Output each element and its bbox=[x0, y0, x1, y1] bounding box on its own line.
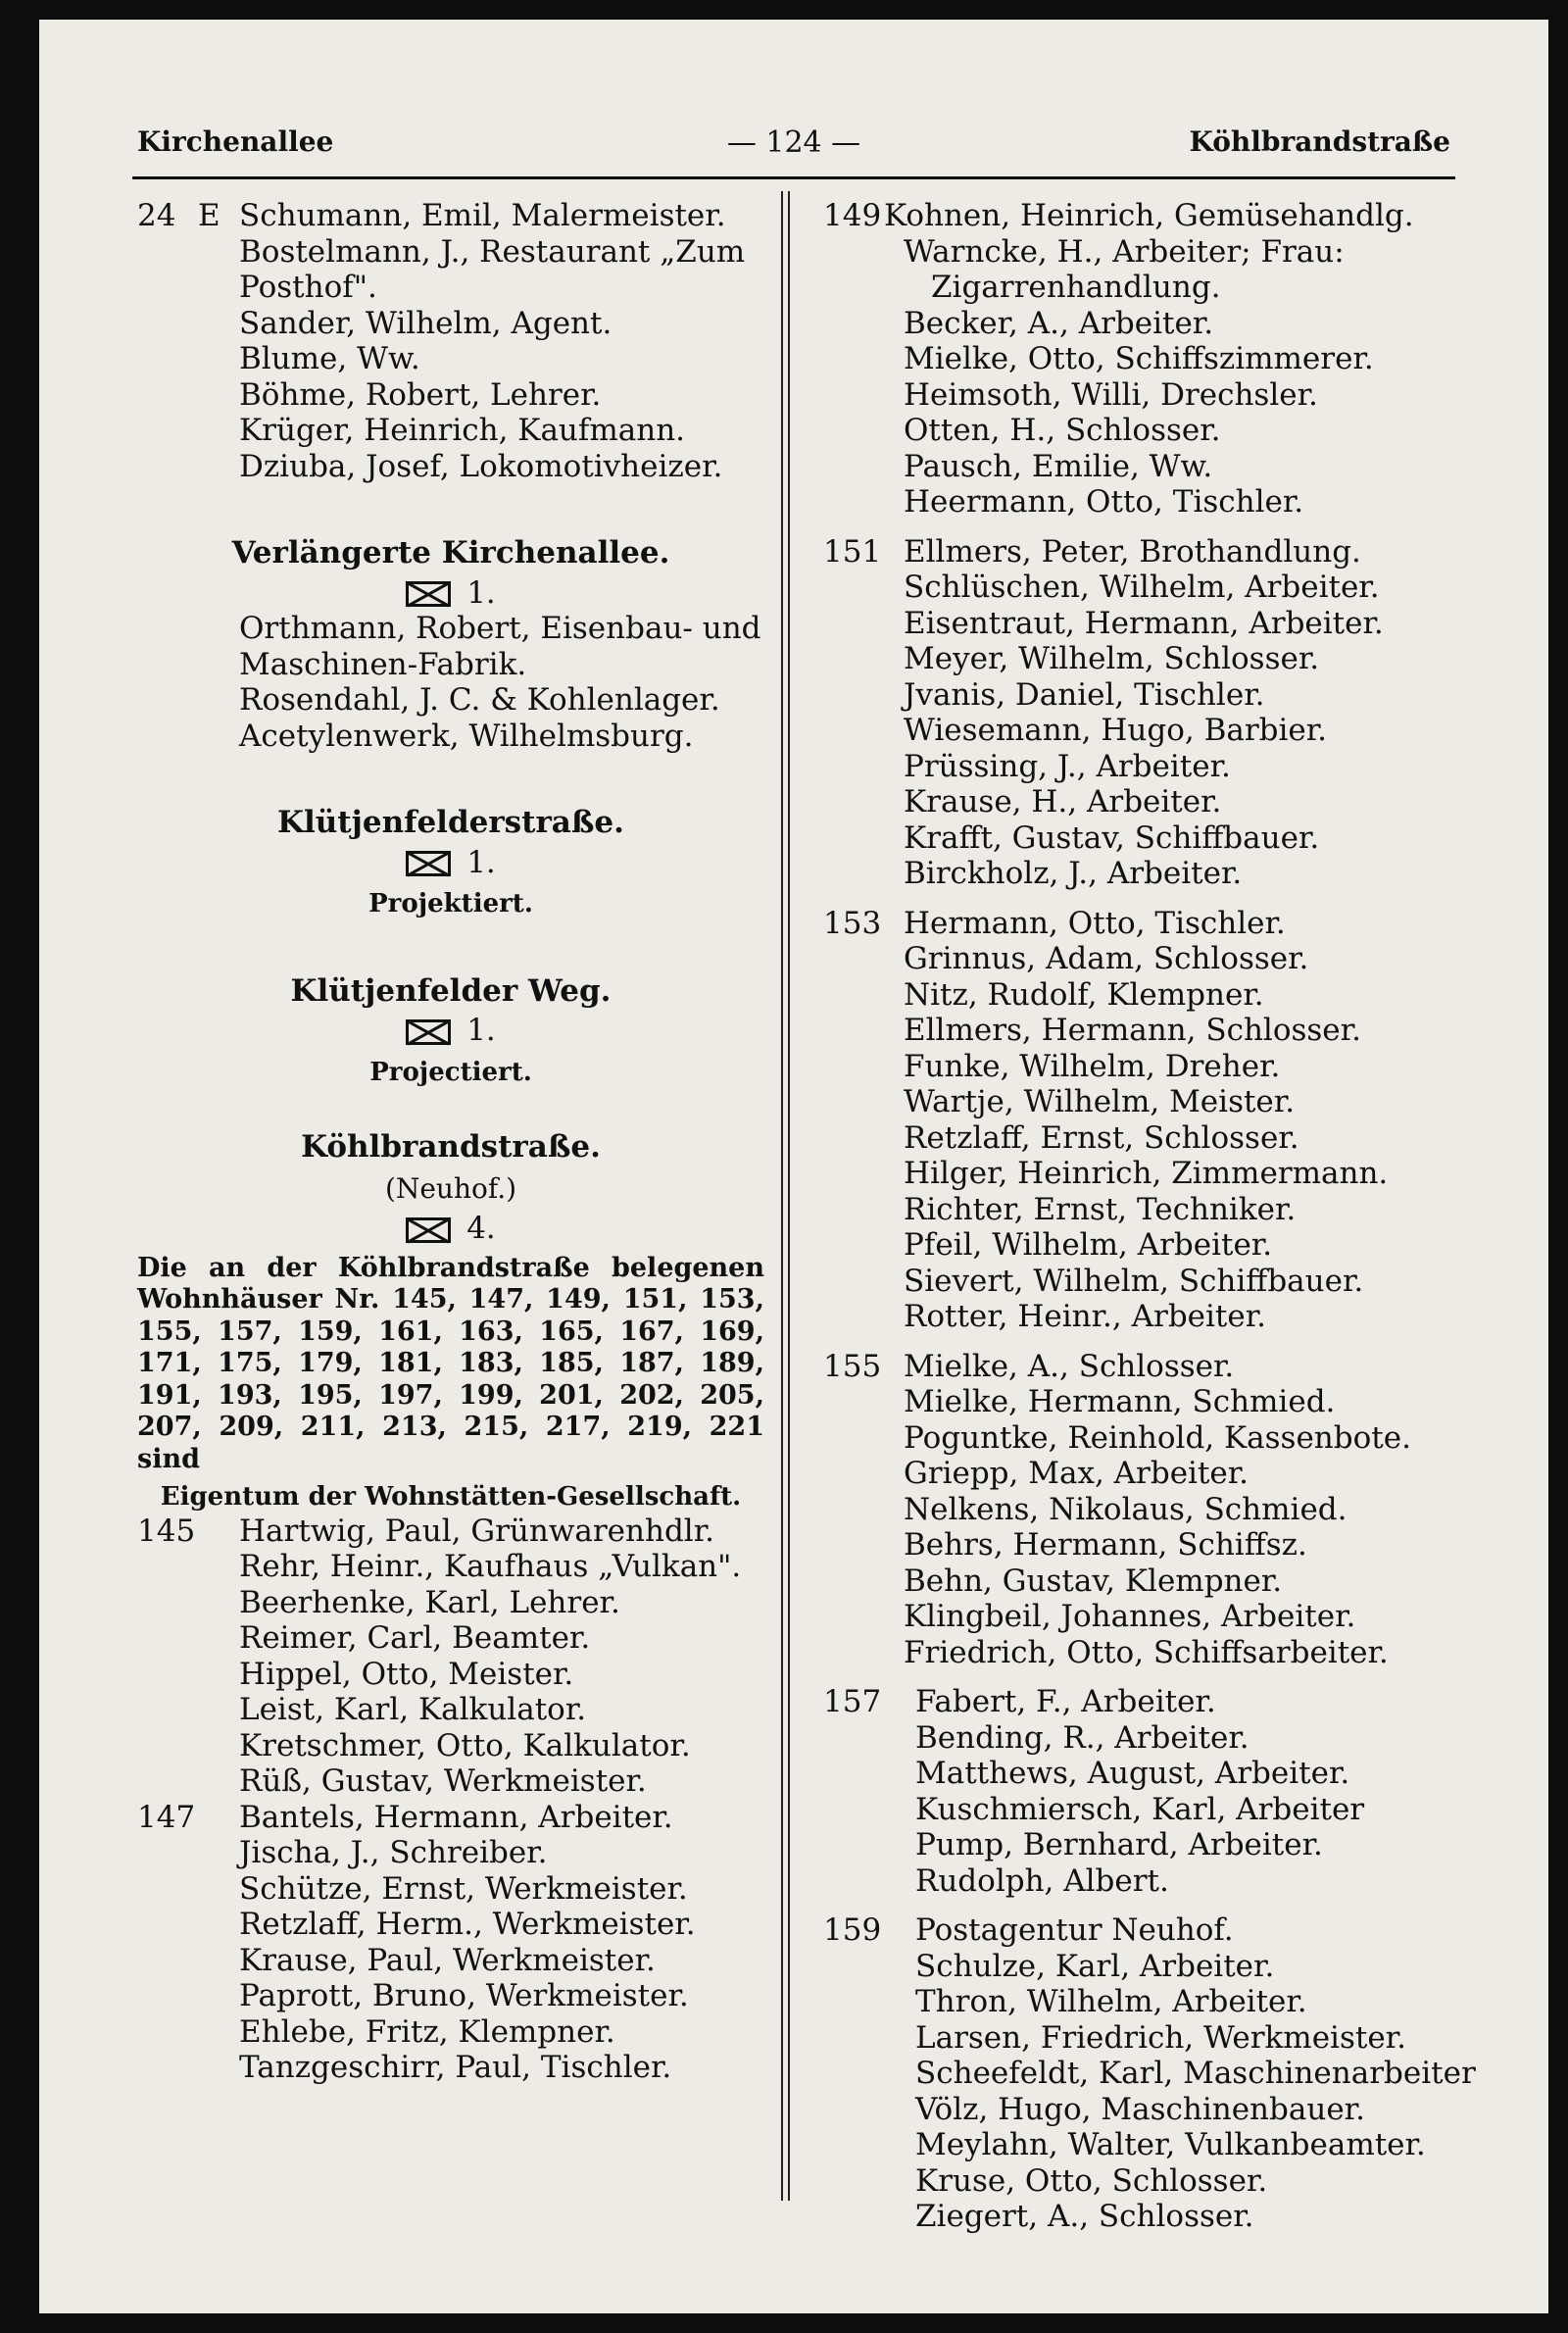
house-number: 151 bbox=[823, 533, 882, 570]
directory-page bbox=[39, 20, 1548, 2313]
page-header bbox=[137, 125, 1450, 174]
postal-district-number: 1. bbox=[466, 844, 496, 880]
resident-line: Bostelmann, J., Restaurant „Zum bbox=[239, 233, 746, 270]
house-entry-149 bbox=[823, 198, 1490, 234]
house-mark: E bbox=[198, 198, 220, 233]
street-heading: Köhlbrandstraße. bbox=[301, 1129, 601, 1165]
resident-line: Griepp, Max, Arbeiter. bbox=[904, 1456, 1250, 1491]
envelope-icon bbox=[406, 1217, 451, 1243]
house-number: 155 bbox=[823, 1348, 882, 1384]
resident-line: Kuschmiersch, Karl, Arbeiter bbox=[915, 1791, 1365, 1827]
resident-line: Warncke, H., Arbeiter; Frau: bbox=[904, 233, 1345, 270]
resident-line: Otten, H., Schlosser. bbox=[904, 413, 1221, 448]
postal-district bbox=[137, 1211, 764, 1247]
district-name: (Neuhof.) bbox=[384, 1171, 517, 1205]
resident-line: Orthmann, Robert, Eisenbau- und bbox=[239, 611, 761, 646]
resident-line: Krause, Paul, Werkmeister. bbox=[239, 1942, 656, 1978]
resident-line: Sander, Wilhelm, Agent. bbox=[239, 305, 612, 341]
resident-line: Beerhenke, Karl, Lehrer. bbox=[239, 1584, 620, 1620]
resident-line: Zigarrenhandlung. bbox=[931, 270, 1221, 305]
resident-line: Pausch, Emilie, Ww. bbox=[904, 448, 1213, 484]
resident-line: Jischa, J., Schreiber. bbox=[239, 1835, 548, 1870]
resident-line: Mielke, Hermann, Schmied. bbox=[904, 1384, 1336, 1419]
resident-line: Ellmers, Peter, Brothandlung. bbox=[904, 533, 1361, 570]
resident-line: Hippel, Otto, Meister. bbox=[239, 1656, 574, 1692]
resident-line: Schütze, Ernst, Werkmeister. bbox=[239, 1870, 688, 1907]
resident-line: Retzlaff, Ernst, Schlosser. bbox=[904, 1119, 1299, 1156]
resident-line: Tanzgeschirr, Paul, Tischler. bbox=[239, 2050, 672, 2085]
street-status: Projektiert. bbox=[368, 889, 533, 918]
resident-line: Wartje, Wilhelm, Meister. bbox=[904, 1084, 1296, 1119]
house-entry-151 bbox=[823, 534, 1490, 571]
house-entry-157 bbox=[823, 1684, 1490, 1720]
house-entry-24 bbox=[137, 198, 764, 234]
postal-district-number: 1. bbox=[466, 574, 496, 611]
resident-line: Birckholz, J., Arbeiter. bbox=[904, 856, 1243, 891]
house-number: 24 bbox=[137, 198, 176, 233]
envelope-icon bbox=[406, 1019, 451, 1045]
resident-line: Hartwig, Paul, Grünwarenhdlr. bbox=[239, 1513, 714, 1549]
resident-line: Richter, Ernst, Techniker. bbox=[904, 1191, 1297, 1227]
street-status: Projectiert. bbox=[369, 1057, 532, 1087]
house-entry-147 bbox=[137, 1800, 764, 1836]
resident-line: Dziuba, Josef, Lokomotivheizer. bbox=[239, 448, 723, 484]
postal-district bbox=[137, 575, 764, 612]
resident-line: Jvanis, Daniel, Tischler. bbox=[904, 676, 1265, 713]
resident-line: Heermann, Otto, Tischler. bbox=[904, 484, 1304, 520]
house-number: 153 bbox=[823, 905, 882, 941]
resident-line: Mielke, A., Schlosser. bbox=[904, 1348, 1235, 1384]
resident-line: Hermann, Otto, Tischler. bbox=[904, 905, 1286, 941]
resident-line: Heimsoth, Willi, Drechsler. bbox=[904, 376, 1318, 413]
resident-line: Fabert, F., Arbeiter. bbox=[915, 1684, 1216, 1719]
envelope-icon bbox=[406, 851, 451, 876]
street-heading: Klütjenfelderstraße. bbox=[277, 805, 624, 840]
column-divider bbox=[788, 191, 790, 2201]
resident-line: Meylahn, Walter, Vulkanbeamter. bbox=[915, 2127, 1426, 2162]
resident-line: Schumann, Emil, Malermeister. bbox=[239, 198, 726, 233]
resident-line: Mielke, Otto, Schiffszimmerer. bbox=[904, 341, 1374, 376]
house-entry-145 bbox=[137, 1514, 764, 1550]
header-right-street: Köhlbrandstraße bbox=[1189, 125, 1450, 158]
resident-line: Sievert, Wilhelm, Schiffbauer. bbox=[904, 1263, 1364, 1299]
resident-line: Wiesemann, Hugo, Barbier. bbox=[904, 713, 1328, 748]
resident-line: Behn, Gustav, Klempner. bbox=[904, 1563, 1283, 1599]
resident-line: Leist, Karl, Kalkulator. bbox=[239, 1692, 587, 1727]
resident-line: Larsen, Friedrich, Werkmeister. bbox=[915, 2019, 1406, 2056]
resident-line: Rüß, Gustav, Werkmeister. bbox=[239, 1763, 647, 1799]
postal-district bbox=[137, 1013, 764, 1049]
column-divider bbox=[781, 191, 783, 2201]
resident-line: Grinnus, Adam, Schlosser. bbox=[904, 941, 1309, 976]
resident-line: Klingbeil, Johannes, Arbeiter. bbox=[904, 1599, 1356, 1634]
resident-line: Rotter, Heinr., Arbeiter. bbox=[904, 1299, 1267, 1334]
house-entry-159 bbox=[823, 1912, 1490, 1949]
resident-line: Hilger, Heinrich, Zimmermann. bbox=[904, 1156, 1389, 1191]
resident-line: Acetylenwerk, Wilhelmsburg. bbox=[239, 718, 694, 754]
resident-line: Retzlaff, Herm., Werkmeister. bbox=[239, 1907, 696, 1942]
ownership-note-last: Eigentum der Wohnstätten-Gesellschaft. bbox=[160, 1482, 742, 1512]
resident-line: Krause, H., Arbeiter. bbox=[904, 784, 1222, 819]
header-rule bbox=[132, 176, 1455, 179]
resident-line: Schlüschen, Wilhelm, Arbeiter. bbox=[904, 570, 1380, 605]
resident-line: Völz, Hugo, Maschinenbauer. bbox=[915, 2091, 1365, 2127]
resident-line: Maschinen-Fabrik. bbox=[239, 646, 527, 682]
resident-line: Postagentur Neuhof. bbox=[915, 1912, 1234, 1948]
resident-line: Schulze, Karl, Arbeiter. bbox=[915, 1948, 1275, 1984]
resident-line: Nelkens, Nikolaus, Schmied. bbox=[904, 1491, 1348, 1527]
resident-line: Pfeil, Wilhelm, Arbeiter. bbox=[904, 1227, 1273, 1263]
resident-line: Friedrich, Otto, Schiffsarbeiter. bbox=[904, 1634, 1389, 1670]
resident-line: Funke, Wilhelm, Dreher. bbox=[904, 1048, 1281, 1084]
resident-line: Becker, A., Arbeiter. bbox=[904, 305, 1214, 341]
resident-line: Krafft, Gustav, Schiffbauer. bbox=[904, 819, 1320, 856]
resident-line: Nitz, Rudolf, Klempner. bbox=[904, 976, 1264, 1013]
postal-district-number: 4. bbox=[466, 1211, 496, 1246]
resident-line: Prüssing, J., Arbeiter. bbox=[904, 748, 1231, 784]
postal-district bbox=[137, 845, 764, 881]
resident-line: Posthof". bbox=[239, 270, 377, 305]
left-column bbox=[137, 198, 764, 2086]
resident-line: Thron, Wilhelm, Arbeiter. bbox=[915, 1984, 1307, 2019]
resident-line: Rudolph, Albert. bbox=[915, 1862, 1169, 1899]
resident-line: Bantels, Hermann, Arbeiter. bbox=[239, 1799, 673, 1835]
right-column bbox=[823, 198, 1490, 2235]
resident-line: Reimer, Carl, Beamter. bbox=[239, 1620, 591, 1656]
header-left-street: Kirchenallee bbox=[137, 125, 334, 158]
resident-line: Pump, Bernhard, Arbeiter. bbox=[915, 1827, 1323, 1862]
ownership-note: Die an der Köhlbrandstraße belegenen Wohnhäuser Nr. 145, 147, 149, 151, 153, 155, 157, 159, 161, 163, 165, 167, 169, 171, 175, 179, 181, 183, 185, 187, 189, 191, 193, 195, 197, 199, 201, 202, 205, 207, 209, 211, 213, 215, 217, 219, 221 sind bbox=[137, 1252, 764, 1474]
resident-line: Kretschmer, Otto, Kalkulator. bbox=[239, 1727, 691, 1763]
resident-line: Behrs, Hermann, Schiffsz. bbox=[904, 1527, 1307, 1563]
resident-line: Matthews, August, Arbeiter. bbox=[915, 1756, 1350, 1791]
page-number: — 124 — bbox=[726, 125, 861, 160]
resident-line: Bending, R., Arbeiter. bbox=[915, 1719, 1250, 1756]
resident-line: Eisentraut, Hermann, Arbeiter. bbox=[904, 605, 1384, 641]
house-number: 147 bbox=[137, 1799, 196, 1835]
resident-line: Kruse, Otto, Schlosser. bbox=[915, 2162, 1268, 2199]
resident-line: Ziegert, A., Schlosser. bbox=[915, 2199, 1254, 2234]
house-number: 149 bbox=[823, 198, 882, 233]
resident-line: Scheefeldt, Karl, Maschinenarbeiter bbox=[915, 2056, 1476, 2091]
resident-line: Kohnen, Heinrich, Gemüsehandlg. bbox=[884, 198, 1414, 233]
house-entry-155 bbox=[823, 1349, 1490, 1385]
house-entry-153 bbox=[823, 906, 1490, 942]
house-number: 157 bbox=[823, 1684, 882, 1719]
house-number: 159 bbox=[823, 1912, 882, 1948]
envelope-icon bbox=[406, 581, 451, 607]
street-heading: Verlängerte Kirchenallee. bbox=[231, 535, 670, 571]
resident-line: Rosendahl, J. C. & Kohlenlager. bbox=[239, 682, 720, 718]
resident-line: Böhme, Robert, Lehrer. bbox=[239, 376, 602, 413]
house-number: 145 bbox=[137, 1513, 196, 1549]
resident-line: Ellmers, Hermann, Schlosser. bbox=[904, 1013, 1361, 1048]
resident-line: Rehr, Heinr., Kaufhaus „Vulkan". bbox=[239, 1549, 742, 1584]
resident-line: Krüger, Heinrich, Kaufmann. bbox=[239, 413, 686, 448]
resident-line: Ehlebe, Fritz, Klempner. bbox=[239, 2013, 615, 2050]
resident-line: Paprott, Bruno, Werkmeister. bbox=[239, 1978, 689, 2013]
postal-district-number: 1. bbox=[466, 1013, 496, 1048]
street-heading: Klütjenfelder Weg. bbox=[290, 972, 612, 1009]
resident-line: Meyer, Wilhelm, Schlosser. bbox=[904, 641, 1320, 676]
resident-line: Poguntke, Reinhold, Kassenbote. bbox=[904, 1419, 1411, 1456]
resident-line: Blume, Ww. bbox=[239, 341, 420, 376]
